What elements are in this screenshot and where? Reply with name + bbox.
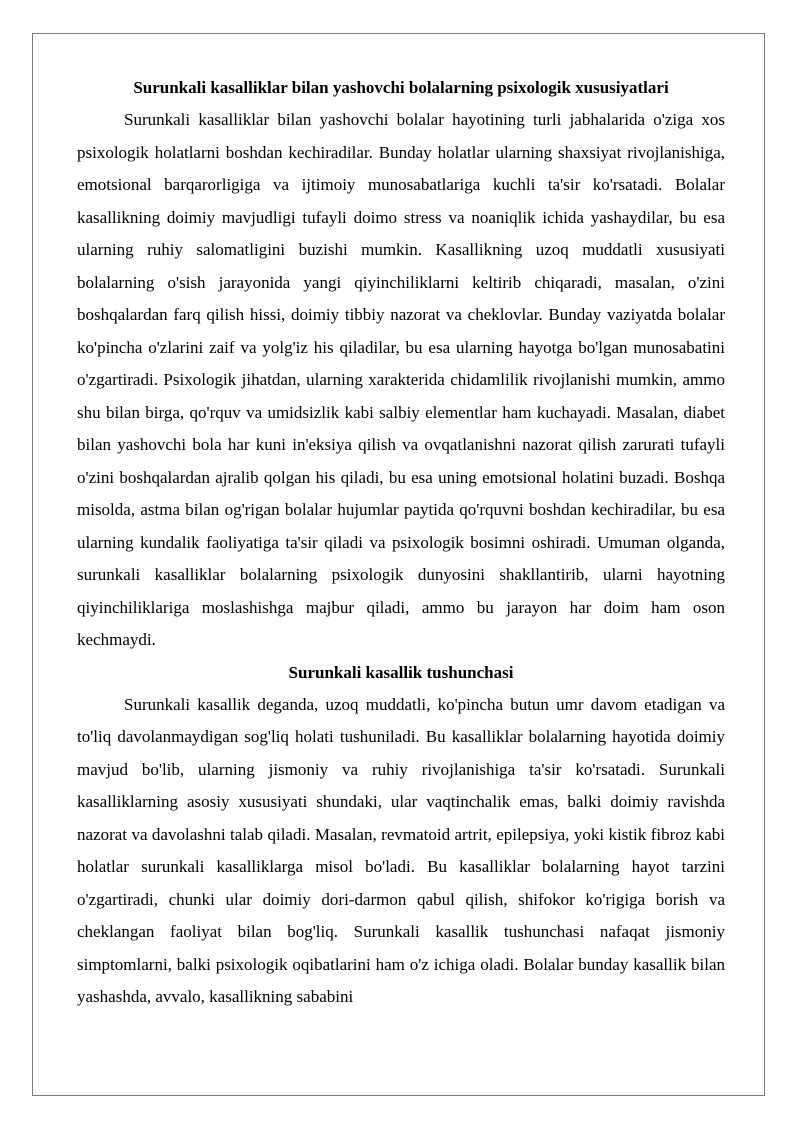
- document-body: [77, 72, 725, 1014]
- paragraph-psychological-features: Surunkali kasalliklar bilan yashovchi bolalar hayotining turli jabhalarida o'ziga xos psixologik holatlarni boshdan kechiradilar. Bunday holatlar ularning shaxsiyat rivojlanishiga, emotsional barqarorligiga va ijtimoiy munosabatlariga kuchli ta'sir ko'rsatadi. Bolalar kasallikning doimiy mavjudligi tufayli doimo stress va noaniqlik ichida yashaydilar, bu esa ularning ruhiy salomatligini buzishi mumkin. Kasallikning uzoq muddatli xususiyati bolalarning o'sish jarayonida yangi qiyinchiliklarni keltirib chiqaradi, masalan, o'zini boshqalardan farq qilish hissi, doimiy tibbiy nazorat va cheklovlar. Bunday vaziyatda bolalar ko'pincha o'zlarini zaif va yolg'iz his qiladilar, bu esa ularning hayotga bo'lgan munosabatini o'zgartiradi. Psixologik jihatdan, ularning xarakterida chidamlilik rivojlanishi mumkin, ammo shu bilan birga, qo'rquv va umidsizlik kabi salbiy elementlar ham kuchayadi. Masalan, diabet bilan yashovchi bola har kuni in'eksiya qilish va ovqatlanishni nazorat qilish zarurati tufayli o'zini boshqalardan ajralib qolgan his qiladi, bu esa uning emotsional holatini buzadi. Boshqa misolda, astma bilan og'rigan bolalar hujumlar paytida qo'rquvni boshdan kechiradilar, bu esa ularning kundalik faoliyatiga ta'sir qiladi va psixologik bosimni oshiradi. Umuman olganda, surunkali kasalliklar bolalarning psixologik dunyosini shakllantirib, ularni hayotning qiyinchiliklariga moslashishga majbur qiladi, ammo bu jarayon har doim ham oson kechmaydi.: [77, 110, 725, 649]
- paragraph-chronic-disease-concept: Surunkali kasallik deganda, uzoq muddatli, ko'pincha butun umr davom etadigan va to'liq davolanmaydigan sog'liq holati tushuniladi. Bu kasalliklar bolalarning hayotida doimiy mavjud bo'lib, ularning jismoniy va ruhiy rivojlanishiga ta'sir ko'rsatadi. Surunkali kasalliklarning asosiy xususiyati shundaki, ular vaqtinchalik emas, balki doimiy ravishda nazorat va davolashni talab qiladi. Masalan, revmatoid artrit, epilepsiya, yoki kistik fibroz kabi holatlar surunkali kasalliklarga misol bo'ladi. Bu kasalliklar bolalarning hayot tarzini o'zgartiradi, chunki ular doimiy dori-darmon qabul qilish, shifokor ko'rigiga borish va cheklangan faoliyat bilan bog'liq. Surunkali kasallik tushunchasi nafaqat jismoniy simptomlarni, balki psixologik oqibatlarini ham o'z ichiga oladi. Bolalar bunday kasallik bilan yashashda, avvalo, kasallikning sababini: [77, 694, 725, 1006]
- section-heading-chronic-disease-concept: Surunkali kasallik tushunchasi: [288, 662, 514, 682]
- section-heading-psychological-features: Surunkali kasalliklar bilan yashovchi bolalarning psixologik xususiyatlari: [133, 78, 669, 97]
